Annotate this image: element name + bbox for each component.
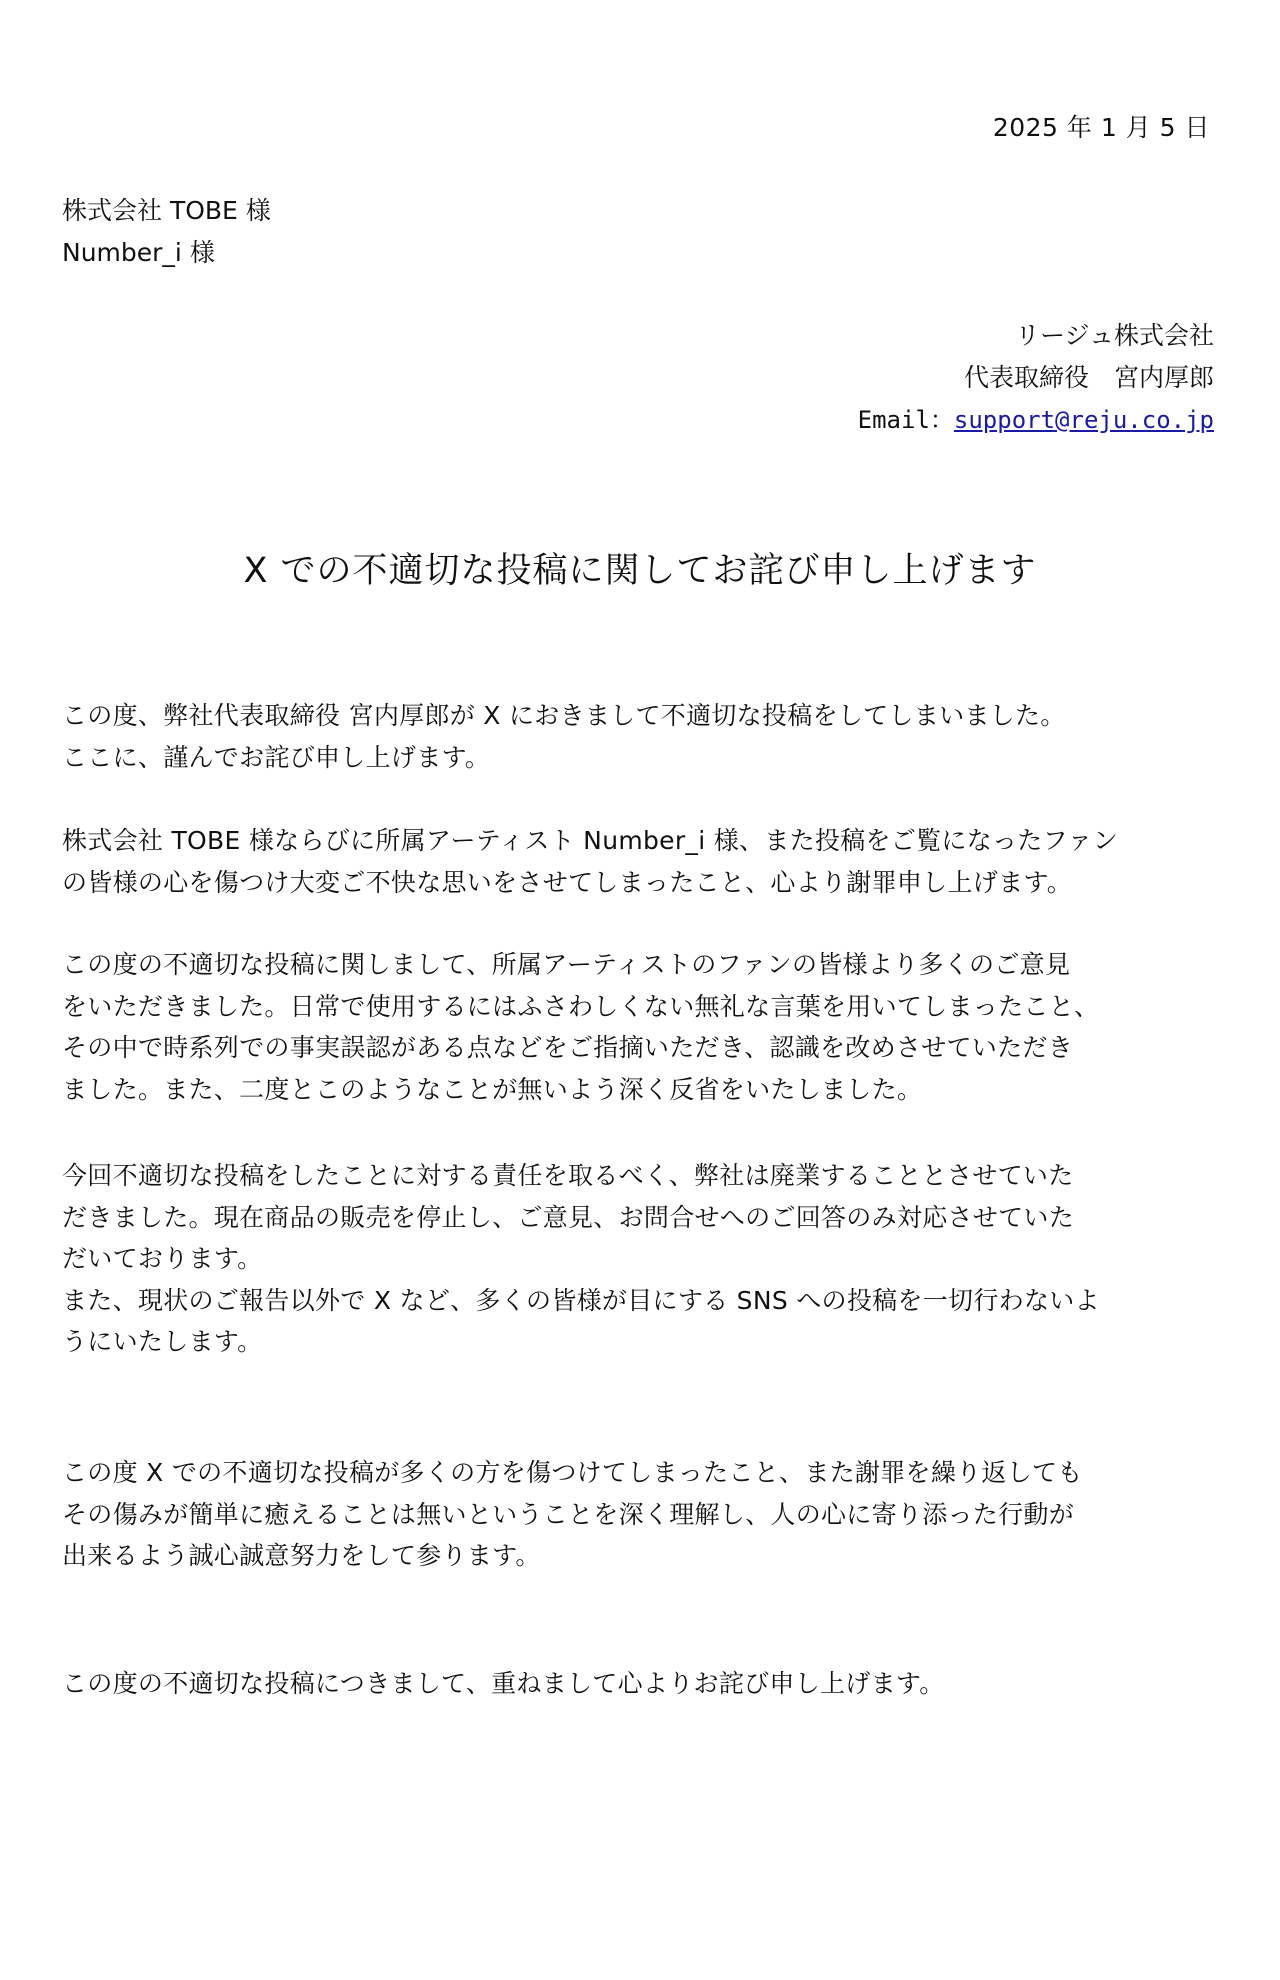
paragraph-line: うにいたします。 <box>62 1327 263 1356</box>
paragraph-line: その傷みが簡単に癒えることは無いということを深く理解し、人の心に寄り添った行動が <box>62 1499 1075 1529</box>
paragraph-line: の皆様の心を傷つけ大変ご不快な思いをさせてしまったこと、心より謝罪申し上げます。 <box>62 867 1073 897</box>
paragraph-line: 今回不適切な投稿をしたことに対する責任を取るべく、弊社は廃業することとさせていた <box>62 1161 1074 1190</box>
paragraph-line: この度の不適切な投稿に関しまして、所属アーティストのファンの皆様より多くのご意見 <box>62 950 1071 979</box>
paragraph-line: この度の不適切な投稿につきまして、重ねまして心よりお詫び申し上げます。 <box>62 1669 945 1698</box>
sender-block <box>858 315 1214 441</box>
paragraph-line: 出来るよう誠心誠意努力をして参ります。 <box>62 1541 541 1570</box>
sender-email-line <box>858 399 1214 441</box>
paragraph-5 <box>62 1452 1222 1577</box>
paragraph-line: この度 X での不適切な投稿が多くの方を傷つけてしまったこと、また謝罪を繰り返しても <box>62 1458 1083 1487</box>
sender-company: リージュ株式会社 <box>1014 321 1214 350</box>
paragraph-4 <box>62 1155 1222 1363</box>
paragraph-line: だいております。 <box>62 1244 263 1273</box>
paragraph-line: だきました。現在商品の販売を停止し、ご意見、お問合せへのご回答のみ対応させていた <box>62 1202 1075 1232</box>
paragraph-line: をいただきました。日常で使用するにはふさわしくない無礼な言葉を用いてしまったこと、 <box>62 991 1100 1021</box>
paragraph-2 <box>62 820 1222 903</box>
paragraph-1 <box>62 695 1222 778</box>
recipients-block <box>62 190 271 274</box>
recipient-number-i: Number_i 様 <box>62 238 215 267</box>
recipient-tobe: 株式会社 TOBE 様 <box>62 196 271 225</box>
paragraph-line: その中で時系列での事実誤認がある点などをご指摘いただき、認識を改めさせていただき <box>62 1033 1074 1062</box>
paragraph-line: ここに、謹んでお詫び申し上げます。 <box>62 742 491 772</box>
paragraph-line: 株式会社 TOBE 様ならびに所属アーティスト Number_i 様、また投稿をご覧になったファン <box>62 826 1119 855</box>
paragraph-3 <box>62 944 1222 1110</box>
email-link[interactable]: support@reju.co.jp <box>953 406 1214 434</box>
paragraph-line: この度、弊社代表取締役 宮内厚郎が X におきまして不適切な投稿をしてしまいました。 <box>62 701 1066 730</box>
email-label: Email： <box>857 406 954 434</box>
paragraph-6-closing <box>62 1663 1222 1705</box>
letter-date: 2025 年 1 月 5 日 <box>992 113 1210 142</box>
paragraph-line: ました。また、二度とこのようなことが無いよう深く反省をいたしました。 <box>62 1074 923 1104</box>
sender-representative: 代表取締役 宮内厚郎 <box>963 363 1214 392</box>
letter-title: X での不適切な投稿に関してお詫び申し上げます <box>243 551 1037 591</box>
paragraph-line: また、現状のご報告以外で X など、多くの皆様が目にする SNS への投稿を一切行わないよ <box>62 1285 1100 1315</box>
